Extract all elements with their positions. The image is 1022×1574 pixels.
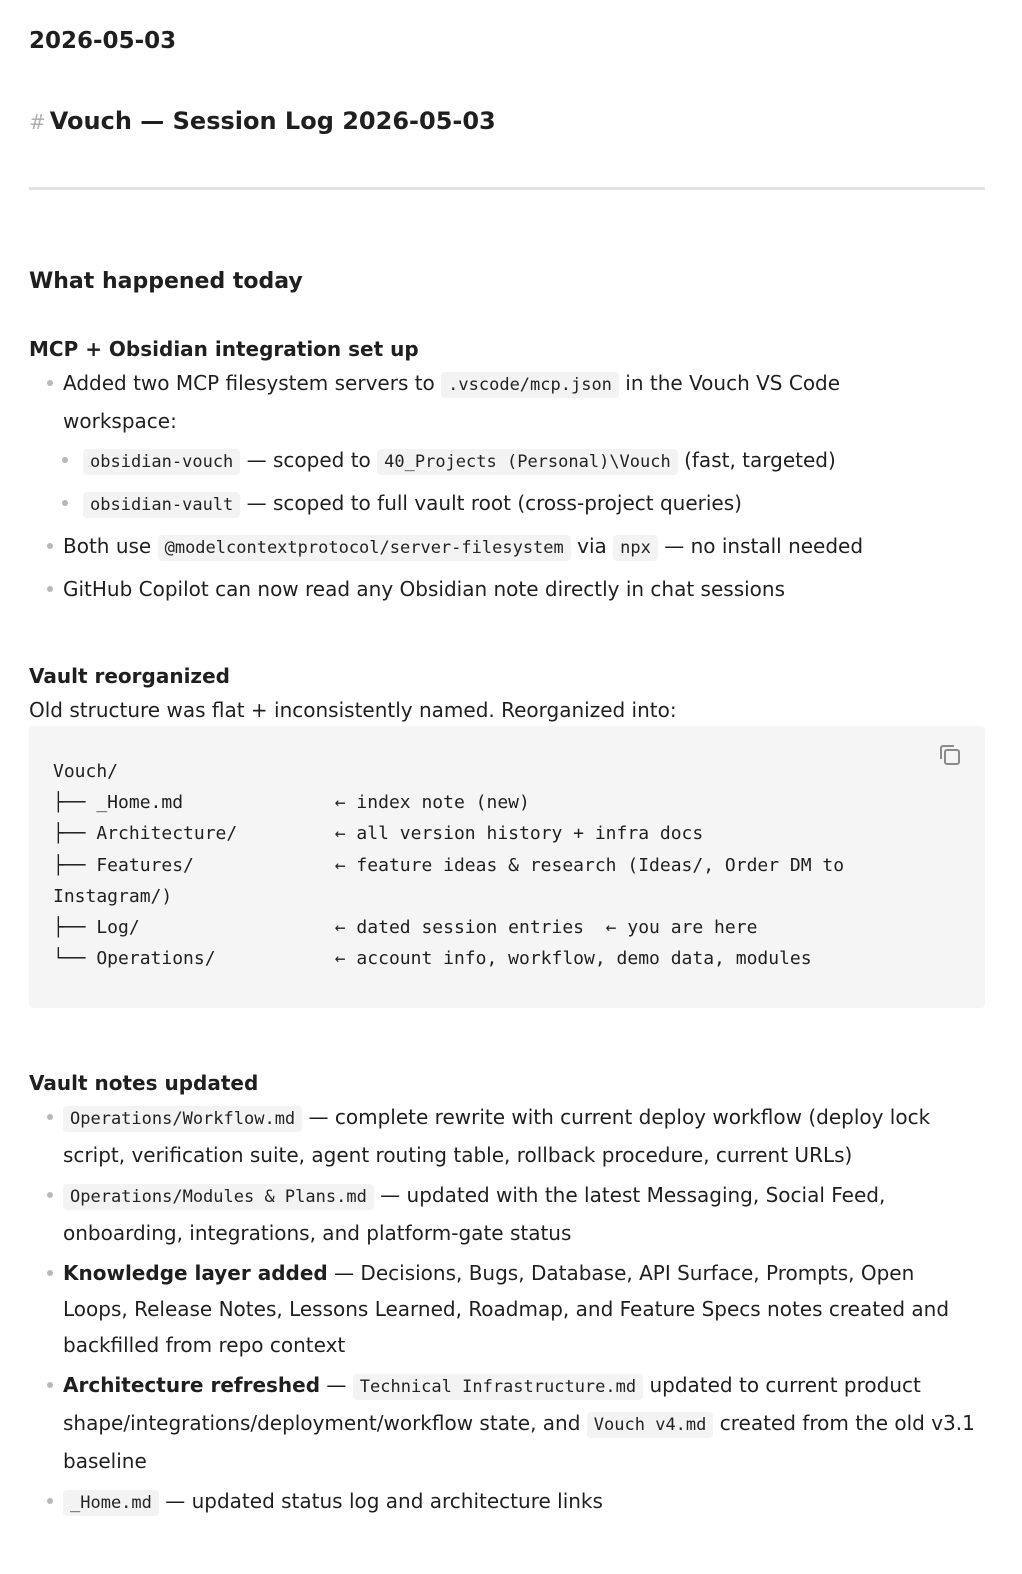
list-item: obsidian-vouch — scoped to 40_Projects (Personal)\Vouch (fast, targeted) <box>29 442 979 480</box>
copy-icon[interactable] <box>937 742 963 768</box>
list-item: Both use @modelcontextprotocol/server-filesystem via npx — no install needed <box>29 528 979 566</box>
subheading-vault: Vault reorganized <box>29 664 230 688</box>
code-block <box>29 726 985 1008</box>
inline-code: Technical Infrastructure.md <box>353 1374 643 1400</box>
inline-code: @modelcontextprotocol/server-filesystem <box>158 535 571 561</box>
inline-code: Vouch v4.md <box>587 1412 714 1438</box>
subheading-mcp: MCP + Obsidian integration set up <box>29 337 419 361</box>
subheading-notes: Vault notes updated <box>29 1071 259 1095</box>
list-item: Added two MCP filesystem servers to .vscode/mcp.json in the Vouch VS Code workspace: <box>29 365 933 439</box>
inline-code: Operations/Modules & Plans.md <box>63 1184 374 1210</box>
inline-code: obsidian-vouch <box>83 449 240 475</box>
list-item: Architecture refreshed — Technical Infrastructure.md updated to current product shape/integrations/deployment/workflow state, and Vouch v4.md created from the old v3.1 baseline <box>29 1367 979 1479</box>
list-item: obsidian-vault — scoped to full vault root (cross-project queries) <box>29 485 979 523</box>
inline-code: 40_Projects (Personal)\Vouch <box>377 449 678 475</box>
list-item: Knowledge layer added — Decisions, Bugs, Database, API Surface, Prompts, Open Loops, Release Notes, Lessons Learned, Roadmap, and Feature Specs notes created and backfilled from repo context <box>29 1255 979 1363</box>
horizontal-rule <box>29 187 985 190</box>
inline-code: obsidian-vault <box>83 492 240 518</box>
code-block-content: Vouch/ ├── _Home.md ← index note (new) ├── Architecture/ ← all version history + infra docs ├── Features/ ← feature ideas & research (Ideas/, Order DM to Instagram/) ├── Log/ ← dated session entries ← you are here └── Operations/ ← account info, workflow, demo data, modules <box>53 761 845 970</box>
list-item: GitHub Copilot can now read any Obsidian note directly in chat sessions <box>29 571 979 607</box>
heading-marker: # <box>29 110 46 134</box>
section-heading-what-happened: What happened today <box>29 269 303 294</box>
mcp-list <box>29 365 979 607</box>
inline-code: Operations/Workflow.md <box>63 1106 302 1132</box>
page-title <box>29 105 496 138</box>
list-item: _Home.md — updated status log and architecture links <box>29 1483 979 1521</box>
note-date: 2026-05-03 <box>29 28 177 54</box>
inline-code: npx <box>613 535 658 561</box>
vault-intro: Old structure was flat + inconsistently named. Reorganized into: <box>29 698 677 722</box>
title-text: Vouch — Session Log 2026-05-03 <box>49 107 496 135</box>
notes-list <box>29 1099 979 1521</box>
list-item: Operations/Modules & Plans.md — updated with the latest Messaging, Social Feed, onboarding, integrations, and platform-gate status <box>29 1177 979 1251</box>
list-item: Operations/Workflow.md — complete rewrite with current deploy workflow (deploy lock script, verification suite, agent routing table, rollback procedure, current URLs) <box>29 1099 979 1173</box>
inline-code: _Home.md <box>63 1490 159 1516</box>
inline-code: .vscode/mcp.json <box>441 372 619 398</box>
